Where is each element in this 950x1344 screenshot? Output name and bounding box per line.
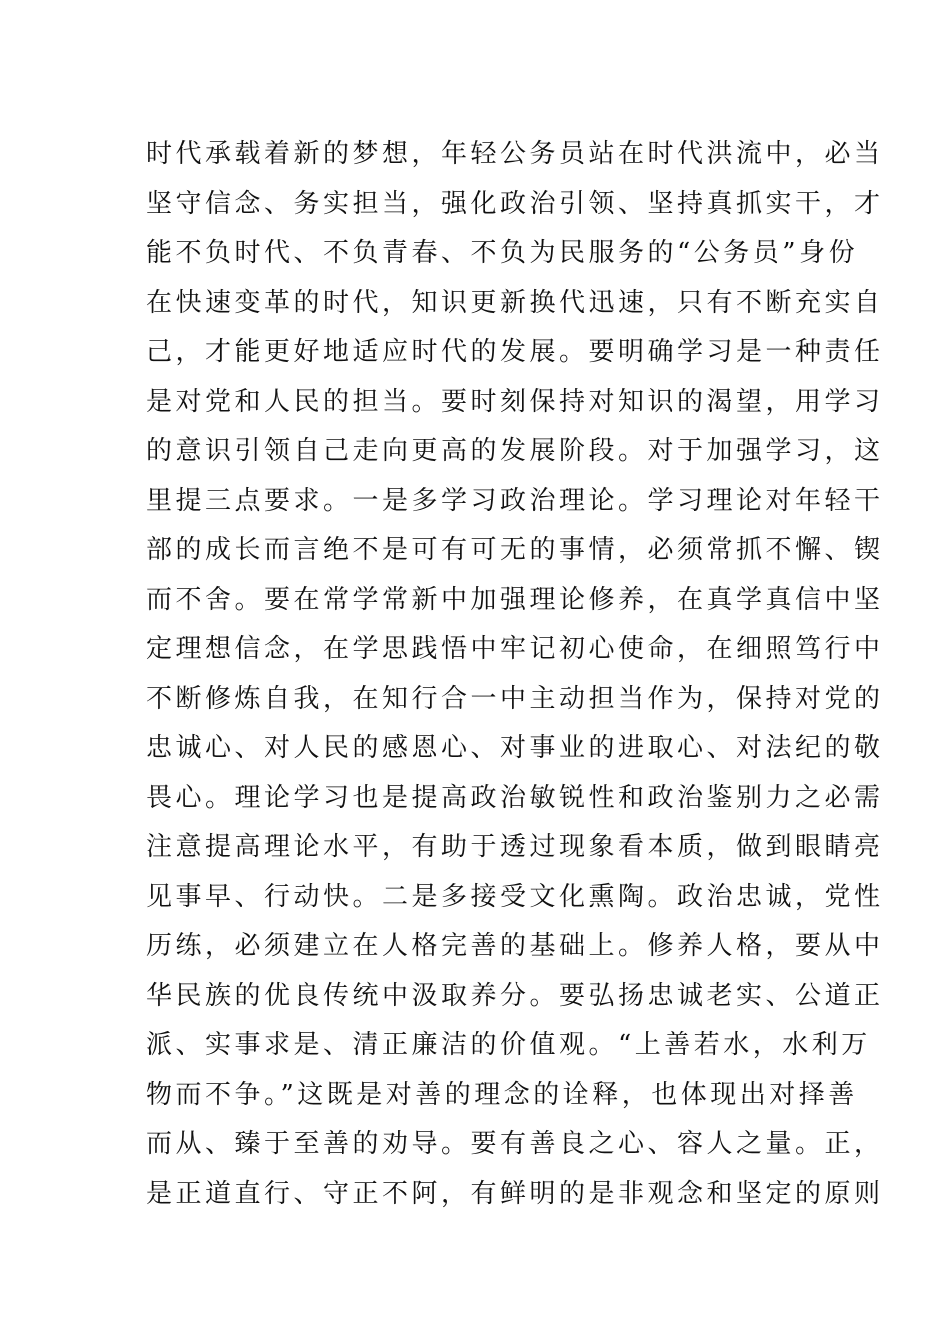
- text-line: 注意提高理论水平，有助于透过现象看本质，做到眼睛亮: [146, 832, 884, 862]
- text-line: 是正道直行、守正不阿，有鲜明的是非观念和坚定的原则: [146, 1178, 884, 1209]
- text-line: 定理想信念，在学思践悟中牢记初心使命，在细照笃行中: [146, 634, 884, 664]
- text-line: 见事早、行动快。二是多接受文化熏陶。政治忠诚，党性: [146, 881, 884, 912]
- text-line: 的意识引领自己走向更高的发展阶段。对于加强学习，这: [146, 436, 884, 466]
- text-line: 是对党和人民的担当。要时刻保持对知识的渴望，用学习: [146, 386, 884, 417]
- text-line: 部的成长而言绝不是可有可无的事情，必须常抓不懈、锲: [146, 535, 884, 565]
- body-text: [146, 130, 884, 1219]
- text-line: 己，才能更好地适应时代的发展。要明确学习是一种责任: [146, 337, 884, 367]
- text-line: 时代承载着新的梦想，年轻公务员站在时代洪流中，必当: [146, 139, 884, 169]
- text-line: 华民族的优良传统中汲取养分。要弘扬忠诚老实、公道正: [146, 980, 884, 1011]
- text-line: 物而不争。”这既是对善的理念的诠释，也体现出对择善: [146, 1079, 858, 1110]
- text-line: 而不舍。要在常学常新中加强理论修养，在真学真信中坚: [146, 584, 884, 615]
- text-line: 在快速变革的时代，知识更新换代迅速，只有不断充实自: [146, 287, 884, 318]
- text-line: 能不负时代、不负青春、不负为民服务的“公务员”身份: [146, 238, 859, 268]
- text-line: 不断修炼自我，在知行合一中主动担当作为，保持对党的: [146, 683, 884, 714]
- text-line: 坚守信念、务实担当，强化政治引领、坚持真抓实干，才: [146, 188, 884, 219]
- text-line: 忠诚心、对人民的感恩心、对事业的进取心、对法纪的敬: [146, 733, 884, 763]
- text-line: 畏心。理论学习也是提高政治敏锐性和政治鉴别力之必需: [146, 782, 884, 813]
- text-line: 里提三点要求。一是多学习政治理论。学习理论对年轻干: [146, 485, 884, 516]
- text-line: 而从、臻于至善的劝导。要有善良之心、容人之量。正，: [146, 1129, 884, 1159]
- text-line: 派、实事求是、清正廉洁的价值观。“上善若水，水利万: [146, 1030, 871, 1060]
- text-line: 历练，必须建立在人格完善的基础上。修养人格，要从中: [146, 931, 884, 961]
